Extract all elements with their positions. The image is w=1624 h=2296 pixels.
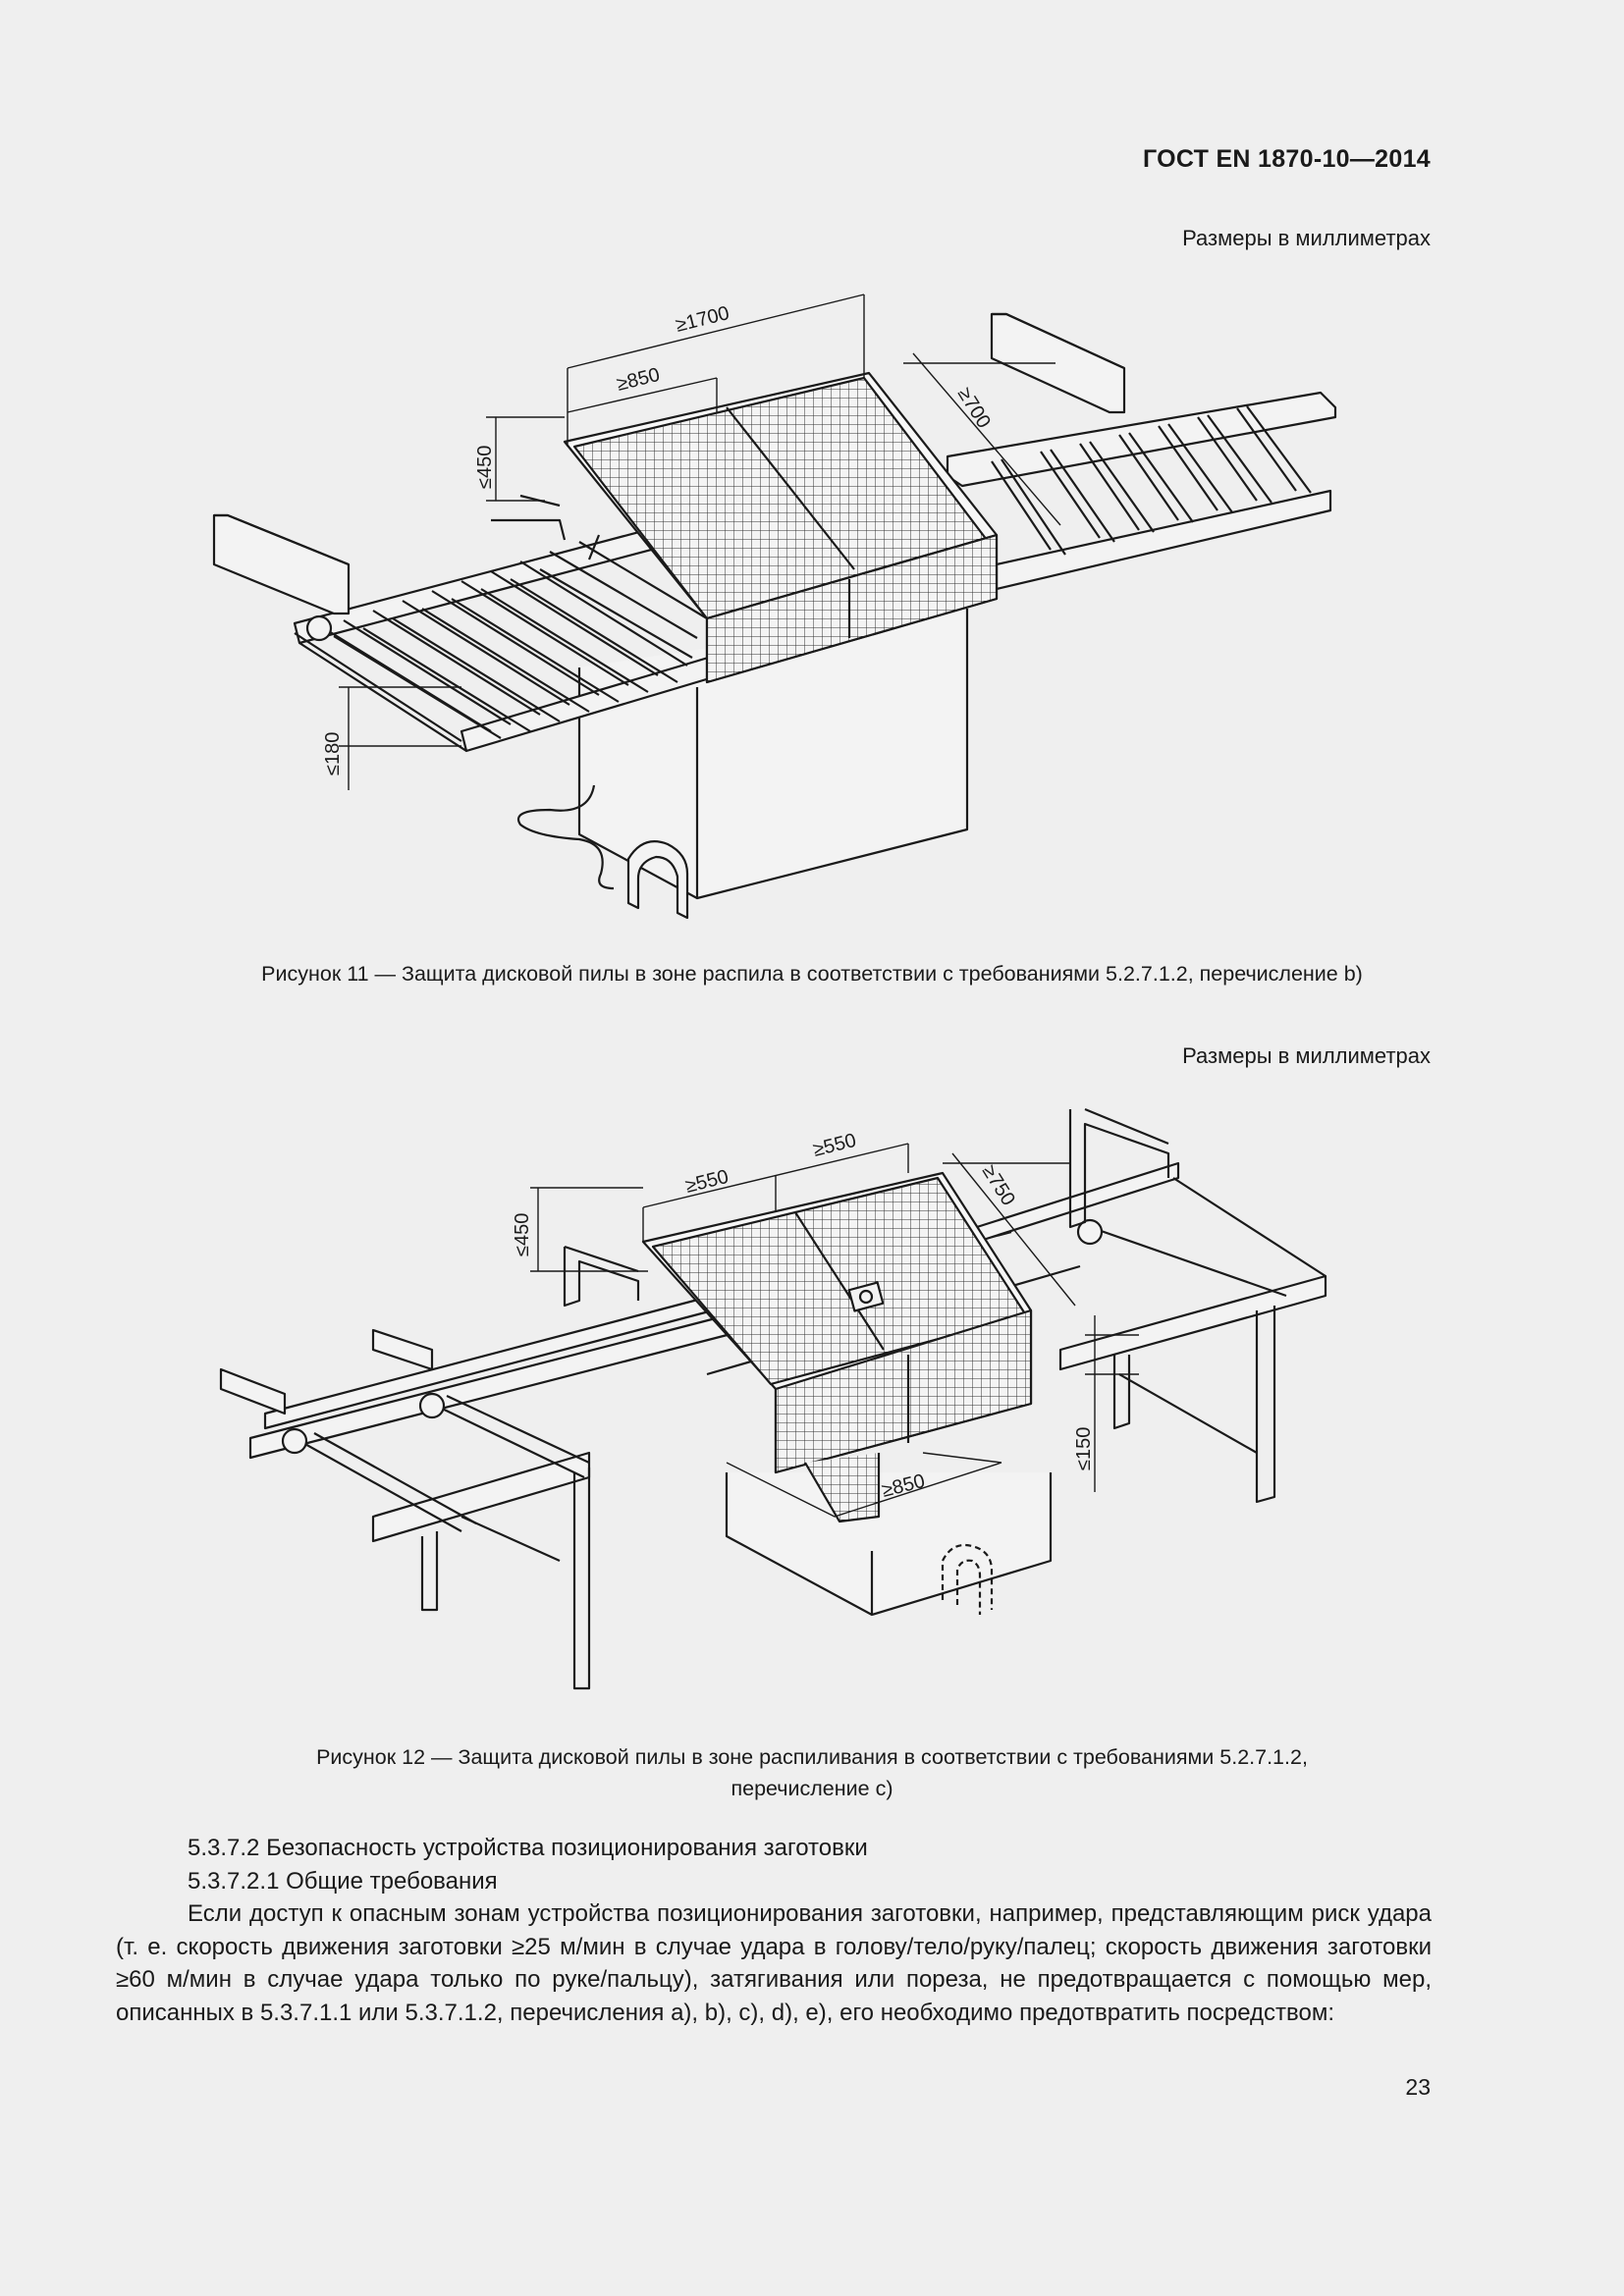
figure-11-caption: Рисунок 11 — Защита дисковой пилы в зоне распила в соответствии с требованиями 5.2.7.1.2, перечисление b) — [261, 962, 1363, 986]
units-note-fig11: Размеры в миллиметрах — [1182, 226, 1431, 250]
dim-table-gap: ≤180 — [322, 731, 344, 775]
units-note-fig12: Размеры в миллиметрах — [1182, 1043, 1431, 1068]
dim-left-width: ≥550 — [682, 1165, 731, 1198]
dim-half-width: ≥850 — [614, 363, 663, 396]
figure-12-caption — [0, 1741, 1624, 1804]
dim-right-width: ≥550 — [810, 1129, 859, 1161]
figure-12-drawing — [0, 1095, 1624, 1703]
figure-12-caption-line1: Рисунок 12 — Защита дисковой пилы в зоне распиливания в соответствии с требованиями 5.2.7.1.2, — [316, 1745, 1308, 1769]
dim-height: ≤450 — [512, 1212, 533, 1256]
standard-designation: ГОСТ EN 1870-10—2014 — [1143, 145, 1431, 173]
figure-12-caption-line2: перечисление c) — [731, 1777, 893, 1800]
body-text — [116, 1832, 1432, 2029]
dim-height: ≤450 — [474, 445, 496, 489]
page-number: 23 — [1405, 2074, 1431, 2100]
dim-depth: ≥750 — [977, 1160, 1019, 1210]
section-heading-5-3-7-2: 5.3.7.2 Безопасность устройства позиционирования заготовки — [188, 1835, 868, 1861]
dim-overall-width: ≥1700 — [673, 302, 732, 337]
dim-table-gap: ≤150 — [1073, 1426, 1095, 1470]
section-heading-5-3-7-2-1: 5.3.7.2.1 Общие требования — [188, 1867, 498, 1895]
figure-11-drawing — [0, 285, 1624, 952]
dim-base-length: ≥850 — [879, 1469, 928, 1502]
dim-depth: ≥700 — [952, 383, 995, 433]
body-paragraph: Если доступ к опасным зонам устройства позиционирования заготовки, например, представляющим риск удара (т. е. скорость движения заготовки ≥25 м/мин в случае удара в голову/тело/руку/палец; скорость движения заготовки ≥60 м/мин в случае удара только по руке/пальцу), затягивания или пореза, не предотвращается с помощью мер, описанных в 5.3.7.1.1 или 5.3.7.1.2, перечисления a), b), c), d), e), его необходимо предотвратить посредством: — [116, 1900, 1432, 2026]
